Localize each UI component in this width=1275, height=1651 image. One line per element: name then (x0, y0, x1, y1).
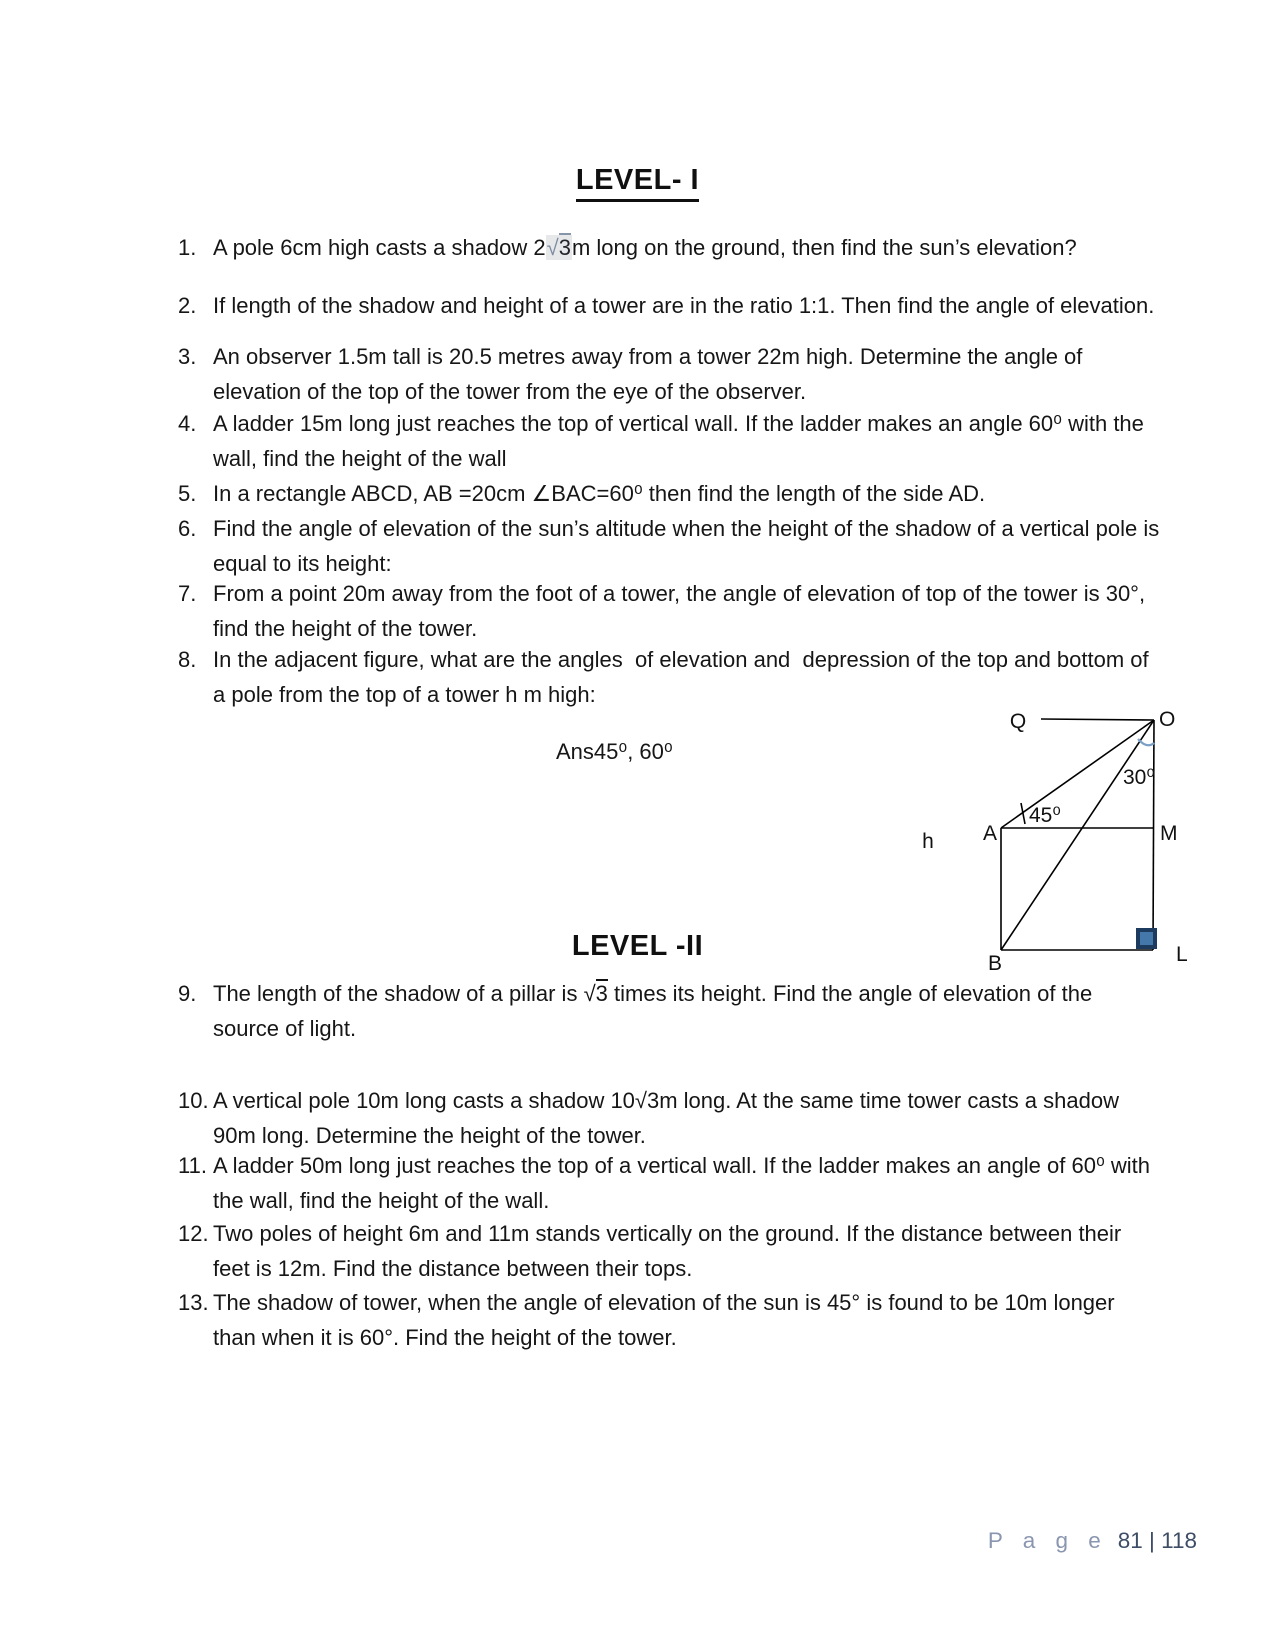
level2-title (0, 930, 1275, 963)
problem-text: In the adjacent figure, what are the angles of elevation and depression of the top and bottom of a pole from the top of a tower h m high: (213, 647, 1155, 707)
problem-text-prefix: A pole 6cm high casts a shadow 2 (213, 235, 546, 260)
problem-text (213, 976, 1163, 1046)
problem-item-10 (178, 1083, 1163, 1153)
answer-text: Ans45⁰, 60⁰ (556, 739, 673, 764)
problem-number: 3. (178, 344, 197, 369)
level1-title (0, 164, 1275, 197)
problem-item-1 (178, 230, 1163, 265)
problem-item-11 (178, 1148, 1163, 1218)
sqrt-expression (584, 979, 608, 1006)
problem-text: In a rectangle ABCD, AB =20cm ∠BAC=60⁰ then find the length of the side AD. (213, 481, 986, 506)
problem-number: 13. (178, 1290, 209, 1315)
problem-number: 5. (178, 481, 197, 506)
label-angle-45: 45⁰ (1029, 804, 1061, 827)
problem-number: 2. (178, 293, 197, 318)
problem-number: 9. (178, 981, 197, 1006)
problem-number: 6. (178, 516, 197, 541)
problem-text: Two poles of height 6m and 11m stands vertically on the ground. If the distance between their feet is 12m. Find the distance between their tops. (213, 1221, 1128, 1281)
label-L: L (1176, 943, 1188, 966)
label-O: O (1159, 708, 1176, 731)
problem-item-9 (178, 976, 1163, 1046)
problem-text: The shadow of tower, when the angle of elevation of the sun is 45° is found to be 10m longer than when it is 60°. Find the height of the tower. (213, 1290, 1121, 1350)
problem-text: If length of the shadow and height of a tower are in the ratio 1:1. Then find the angle of elevation. (213, 293, 1155, 318)
radicand: 3 (595, 981, 608, 1006)
problem-text: A vertical pole 10m long casts a shadow 10√3m long. At the same time tower casts a shadow 90m long. Determine the height of the tower. (213, 1088, 1126, 1148)
label-B: B (987, 952, 1003, 975)
problem-item-12 (178, 1216, 1163, 1286)
problem-number: 4. (178, 411, 197, 436)
problem-item-4 (178, 406, 1163, 476)
problem-item-5 (178, 476, 1163, 511)
line-QO (1041, 719, 1154, 720)
problem-item-6 (178, 511, 1166, 581)
line-OB (1001, 720, 1154, 950)
line-OL-tower (1153, 720, 1154, 950)
problem-item-13 (178, 1285, 1163, 1355)
problem-item-2 (178, 288, 1163, 323)
problem-text-prefix: The length of the shadow of a pillar is (213, 981, 584, 1006)
problem-text: From a point 20m away from the foot of a tower, the angle of elevation of top of the tower is 30°, find the height of the tower. (213, 581, 1152, 641)
problem-text: A ladder 15m long just reaches the top of vertical wall. If the ladder makes an angle 60⁰ with the wall, find the height of the wall (213, 411, 1151, 471)
problem-number: 8. (178, 647, 197, 672)
label-angle-30: 30⁰ (1123, 766, 1155, 789)
problem-text: An observer 1.5m tall is 20.5 metres away from a tower 22m high. Determine the angle of elevation of the top of the tower from the eye of the observer. (213, 344, 1089, 404)
problem-number: 11. (178, 1153, 207, 1178)
sqrt-equation (546, 235, 572, 260)
label-M: M (1160, 822, 1178, 845)
level2-title-text: LEVEL -II (571, 930, 704, 962)
problem-number: 12. (178, 1221, 209, 1246)
problem-number: 7. (178, 581, 197, 606)
radical-sign: √ (583, 981, 596, 1006)
problem-item-3 (178, 339, 1163, 409)
level1-title-text: LEVEL- I (576, 164, 699, 202)
problem-text: A ladder 50m long just reaches the top of a vertical wall. If the ladder makes an angle of 60⁰ with the wall, find the height of the wall. (213, 1153, 1157, 1213)
page-number: 81 | 118 (1117, 1528, 1197, 1553)
problem-text: Find the angle of elevation of the sun’s altitude when the height of the shadow of a vertical pole is equal to its height: (213, 516, 1166, 576)
problem-text (213, 230, 1163, 265)
problem-item-7 (178, 576, 1163, 646)
problem-number: 1. (178, 235, 197, 260)
label-A: A (982, 822, 998, 845)
radical-sign: √ (546, 235, 559, 260)
angle-arc-at-O (1138, 739, 1154, 745)
problem-text-suffix: times its height. Find the angle of elevation of the source of light. (213, 981, 1099, 1041)
radicand: 3 (558, 235, 571, 260)
label-Q: Q (1009, 710, 1027, 733)
label-h: h (922, 830, 934, 853)
page-footer (988, 1528, 1197, 1554)
problem-text-suffix: m long on the ground, then find the sun’s elevation? (571, 235, 1077, 260)
problem-number: 10. (178, 1088, 209, 1113)
page-label: P a g e (987, 1528, 1108, 1553)
